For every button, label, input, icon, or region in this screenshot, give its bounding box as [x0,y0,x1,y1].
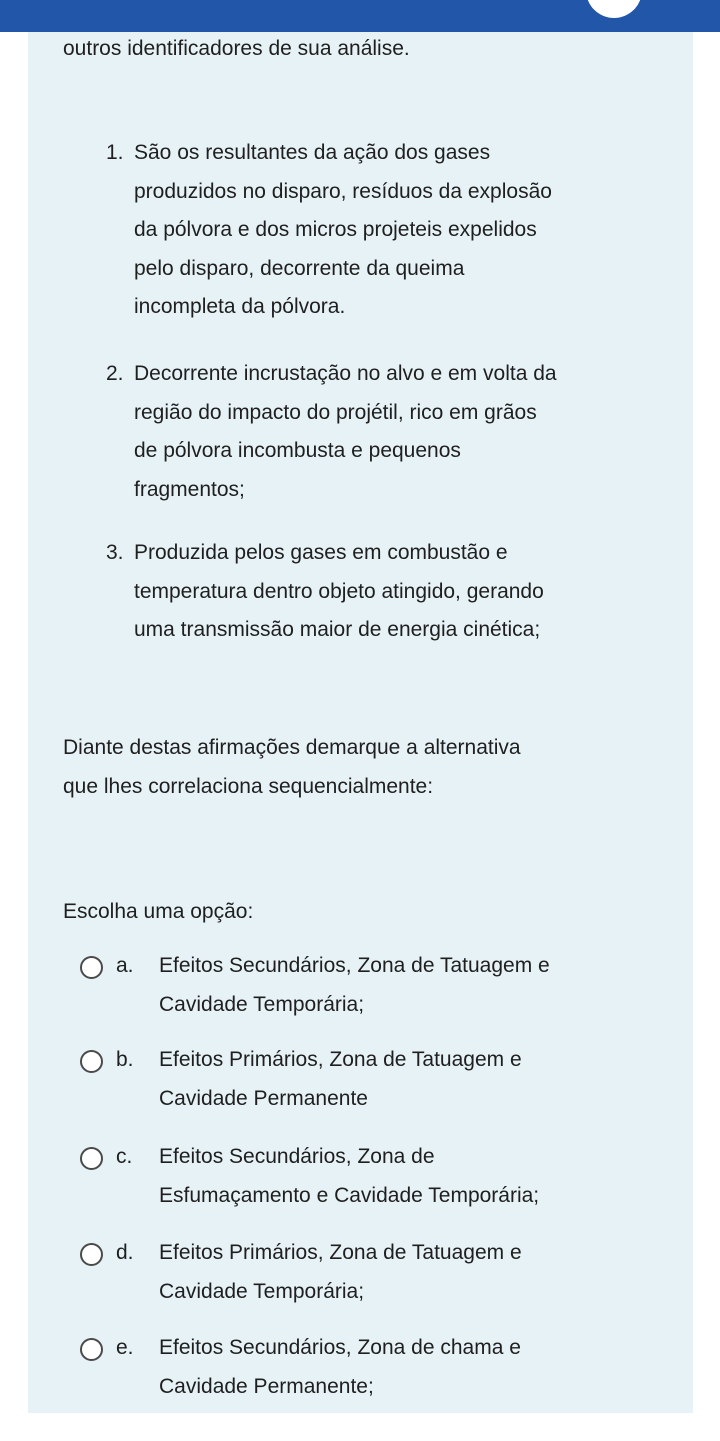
option-line: Efeitos Secundários, Zona de chama e [159,1336,521,1359]
choose-option-label: Escolha uma opção: [63,900,254,923]
top-header-bar [0,0,720,32]
statement-1 [106,134,552,327]
statement-3 [106,534,544,650]
option-letter: d. [116,1241,134,1264]
option-text[interactable] [159,1138,539,1215]
prompt-line: que lhes correlaciona sequencialmente: [63,774,434,798]
radio-button[interactable] [80,1243,103,1266]
option-text[interactable] [159,1041,522,1118]
option-a[interactable] [76,951,676,1031]
statement-line: fragmentos; [134,477,245,501]
option-text[interactable] [159,947,550,1024]
option-b[interactable] [76,1045,676,1125]
statement-2 [106,355,557,509]
statement-number: 2. [106,362,124,385]
option-letter: c. [116,1145,133,1168]
header-circle-button[interactable] [586,0,642,18]
statement-line: da pólvora e dos micros projeteis expelidos [134,218,537,241]
option-line: Efeitos Primários, Zona de Tatuagem e [159,1048,522,1071]
option-line: Cavidade Temporária; [159,1279,365,1303]
option-text[interactable] [159,1234,522,1311]
statement-number: 1. [106,141,124,164]
question-card [28,32,693,1413]
option-line: Esfumaçamento e Cavidade Temporária; [159,1183,540,1207]
statement-line: incompleta da pólvora. [134,295,346,318]
statement-line: temperatura dentro objeto atingido, gerando [134,579,544,603]
statement-line: Decorrente incrustação no alvo e em volta da [134,362,557,385]
statement-line: região do impacto do projétil, rico em grãos [134,400,537,424]
option-letter: e. [116,1336,134,1359]
intro-text: outros identificadores de sua análise. [63,37,410,60]
statement-line: produzidos no disparo, resíduos da explosão [134,179,552,203]
option-line: Cavidade Permanente; [159,1374,374,1398]
statement-number: 3. [106,541,124,564]
option-letter: a. [116,954,134,977]
option-line: Efeitos Secundários, Zona de Tatuagem e [159,954,550,977]
statement-line: uma transmissão maior de energia cinética; [134,618,541,641]
option-d[interactable] [76,1238,676,1318]
option-line: Cavidade Temporária; [159,992,365,1016]
radio-button[interactable] [80,1147,103,1170]
statement-line: de pólvora incombusta e pequenos [134,439,461,462]
option-line: Efeitos Secundários, Zona de [159,1145,435,1168]
option-letter: b. [116,1048,134,1071]
radio-button[interactable] [80,1050,103,1073]
option-c[interactable] [76,1142,676,1222]
statement-line: Produzida pelos gases em combustão e [134,541,508,564]
statement-line: São os resultantes da ação dos gases [134,141,491,164]
option-text[interactable] [159,1329,521,1406]
option-line: Cavidade Permanente [159,1086,368,1110]
question-prompt [63,729,521,806]
option-line: Efeitos Primários, Zona de Tatuagem e [159,1241,522,1264]
statement-line: pelo disparo, decorrente da queima [134,256,465,280]
radio-button[interactable] [80,1338,103,1361]
radio-button[interactable] [80,956,103,979]
prompt-line: Diante destas afirmações demarque a alternativa [63,736,521,759]
option-e[interactable] [76,1333,676,1413]
